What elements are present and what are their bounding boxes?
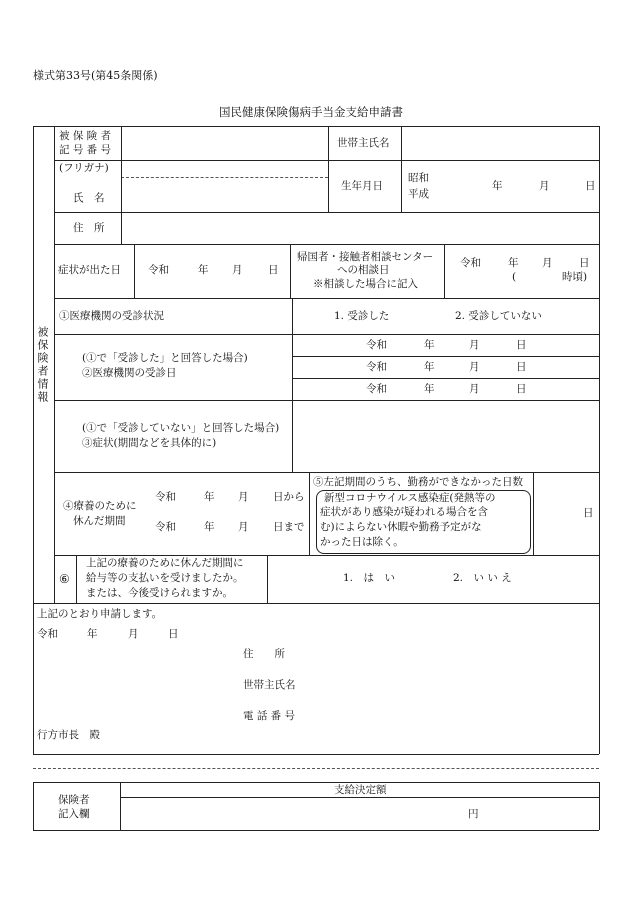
era-showa: 昭和: [408, 172, 429, 184]
q2-label-2: ②医療機関の受診日: [82, 367, 177, 379]
q1-option-not-visited[interactable]: 2. 受診していない: [455, 310, 542, 322]
consult-day-unit: 日: [579, 257, 590, 269]
q6-number: ⑥: [59, 572, 70, 586]
q2-era: 令和: [366, 361, 387, 373]
q5-note-2: 症状があり感染が疑われる場合を含: [320, 506, 488, 518]
insurer-label-1: 保険者: [58, 794, 90, 806]
consult-era: 令和: [460, 257, 481, 269]
payment-amount-yen[interactable]: 円: [468, 808, 479, 820]
q2-era: 令和: [366, 339, 387, 351]
q6-option-no[interactable]: 2. い い え: [453, 572, 512, 584]
consult-time-open: (: [512, 271, 517, 283]
q2-month-unit: 月: [469, 361, 480, 373]
q3-label-1: (①で「受診していない」と回答した場合): [82, 422, 280, 434]
addressee: 行方市長 殿: [37, 729, 100, 741]
form-number: 様式第33号(第45条関係): [33, 69, 158, 82]
declaration-statement: 上記のとおり申請します。: [37, 608, 163, 620]
consult-time-unit: 時頃): [562, 271, 588, 283]
birth-day-unit: 日: [585, 180, 596, 192]
q6-label-1: 上記の療養のために休んだ期間に: [86, 557, 244, 569]
q2-day-unit: 日: [516, 361, 527, 373]
insured-number-label-2: 記 号 番 号: [59, 144, 112, 156]
q2-era: 令和: [366, 383, 387, 395]
applicant-phone-label: 電 話 番 号: [243, 710, 296, 722]
era-heisei: 平成: [408, 188, 429, 200]
consult-label-1: 帰国者・接触者相談センター: [297, 251, 434, 263]
declaration-year-unit: 年: [87, 628, 98, 640]
q4-from-suffix: 日から: [273, 491, 305, 503]
consult-label-3: ※相談した場合に記入: [313, 278, 418, 290]
consult-year-unit: 年: [508, 257, 519, 269]
furigana-label: (フリガナ): [59, 162, 109, 174]
q4-label-2: 休んだ期間: [73, 515, 126, 527]
form-title: 国民健康保険傷病手当金支給申請書: [219, 105, 403, 119]
q1-option-visited[interactable]: 1. 受診した: [334, 310, 390, 322]
birth-month-unit: 月: [539, 180, 550, 192]
q6-label-2: 給与等の支払いを受けましたか。: [86, 572, 244, 584]
q4-from-year-unit: 年: [204, 491, 215, 503]
insured-section-label: 被保険者情報: [36, 326, 49, 404]
declaration-month-unit: 月: [128, 628, 139, 640]
q6-option-yes[interactable]: 1. は い: [343, 572, 396, 584]
applicant-address-label: 住 所: [243, 648, 285, 660]
name-label: 氏 名: [73, 192, 105, 204]
cut-line: [33, 768, 599, 769]
q2-year-unit: 年: [424, 383, 435, 395]
insurer-label-2: 記入欄: [58, 808, 90, 820]
q4-to-era: 令和: [155, 521, 176, 533]
q2-label-1: (①で「受診した」と回答した場合): [82, 352, 248, 364]
onset-month-unit: 月: [232, 264, 243, 276]
payment-amount-header: 支給決定額: [334, 784, 387, 796]
symptom-onset-label: 症状が出た日: [58, 264, 121, 276]
q2-month-unit: 月: [469, 383, 480, 395]
birthdate-label: 生年月日: [341, 180, 383, 192]
q4-label-1: ④療養のために: [63, 500, 137, 512]
q3-label-2: ③症状(期間などを具体的に): [82, 437, 217, 449]
onset-era: 令和: [148, 264, 169, 276]
q2-day-unit: 日: [516, 339, 527, 351]
consult-month-unit: 月: [542, 257, 553, 269]
q4-to-year-unit: 年: [204, 521, 215, 533]
q2-month-unit: 月: [469, 339, 480, 351]
q2-day-unit: 日: [516, 383, 527, 395]
q1-label: ①医療機関の受診状況: [59, 310, 164, 322]
q5-day-unit: 日: [583, 507, 594, 519]
q2-year-unit: 年: [424, 361, 435, 373]
q6-label-3: または、今後受けられますか。: [86, 587, 233, 599]
household-head-name-label: 世帯主氏名: [337, 137, 390, 149]
q5-note-1: 新型コロナウイルス感染症(発熱等の: [324, 492, 496, 504]
applicant-name-label: 世帯主氏名: [243, 679, 296, 691]
consult-label-2: への相談日: [337, 264, 390, 276]
q4-to-suffix: 日まで: [273, 521, 305, 533]
address-label: 住 所: [73, 222, 105, 234]
onset-year-unit: 年: [198, 264, 209, 276]
onset-day-unit: 日: [268, 264, 279, 276]
insured-number-label-1: 被 保 険 者: [59, 130, 112, 142]
q5-note-3: む)によらない休暇や勤務予定がな: [320, 521, 482, 533]
q4-from-era: 令和: [155, 491, 176, 503]
q4-from-month-unit: 月: [238, 491, 249, 503]
declaration-day-unit: 日: [168, 628, 179, 640]
q5-note-4: かった日は除く。: [320, 536, 404, 548]
declaration-era: 令和: [37, 628, 58, 640]
q4-to-month-unit: 月: [238, 521, 249, 533]
q5-label-1: ⑤左記期間のうち、勤務ができなかった日数: [313, 476, 523, 488]
q2-year-unit: 年: [424, 339, 435, 351]
birth-year-unit: 年: [492, 180, 503, 192]
